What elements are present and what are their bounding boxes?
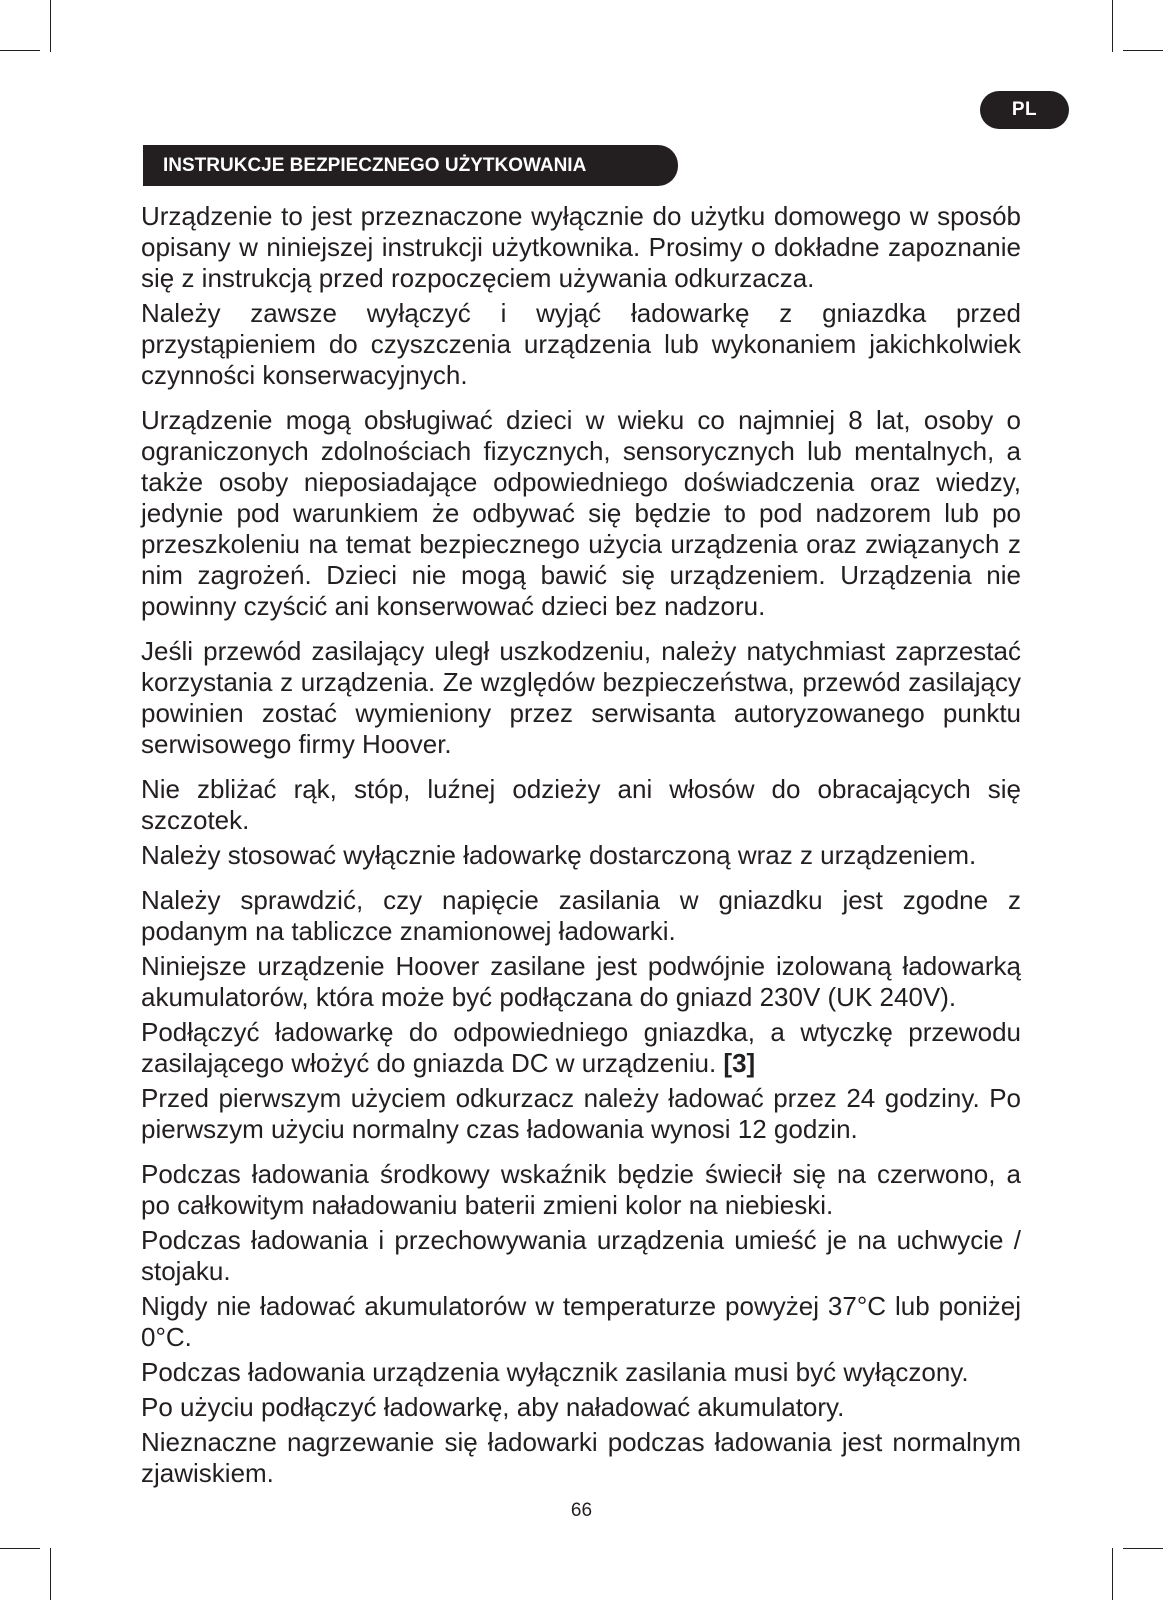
crop-mark-bottom-right xyxy=(1112,1548,1113,1600)
paragraph-damaged-cord: Jeśli przewód zasilający uległ uszkodzeniu, należy natychmiast zaprzestać korzystania z urządzenia. Ze względów bezpieczeństwa, przewód zasilający powinien zostać wymieniony przez serwisanta autoryzowanego punktu serwisowego firmy Hoover. xyxy=(141,636,1021,759)
paragraph-connect-charger xyxy=(141,1017,1021,1079)
crop-mark-top-left-h xyxy=(0,50,40,51)
language-badge: PL xyxy=(980,91,1069,129)
paragraph-charging-time: Przed pierwszym użyciem odkurzacz należy ładować przez 24 godziny. Po pierwszym użyciu normalny czas ładowania wynosi 12 godzin. xyxy=(141,1083,1021,1144)
crop-mark-bottom-left-h xyxy=(0,1548,40,1549)
paragraph-children-supervision: Urządzenie mogą obsługiwać dzieci w wieku co najmniej 8 lat, osoby o ograniczonych zdolnościach fizycznych, sensorycznych lub mentalnych, a także osoby nieposiadające odpowiedniego doświadczenia oraz wiedzy, jedynie pod warunkiem że odbywać się będzie to pod nadzorem lub po przeszkoleniu na temat bezpiecznego użycia urządzenia oraz związanych z nim zagrożeń. Dzieci nie mogą bawić się urządzeniem. Urządzenia nie powinny czyścić ani konserwować dzieci bez nadzoru. xyxy=(141,405,1021,621)
paragraph-connect-charger-text: Podłączyć ładowarkę do odpowiedniego gniazdka, a wtyczkę przewodu zasilającego włożyć do gniazda DC w urządzeniu. xyxy=(141,1017,1021,1078)
paragraph-unplug-before-cleaning: Należy zawsze wyłączyć i wyjąć ładowarkę z gniazdka przed przystąpieniem do czyszczenia urządzenia lub wykonaniem jakichkolwiek czynności konserwacyjnych. xyxy=(141,298,1021,390)
paragraph-check-voltage: Należy sprawdzić, czy napięcie zasilania w gniazdku jest zgodne z podanym na tabliczce znamionowej ładowarki. xyxy=(141,885,1021,946)
paragraph-temperature-limits: Nigdy nie ładować akumulatorów w temperaturze powyżej 37°C lub poniżej 0°C. xyxy=(141,1291,1021,1352)
crop-mark-bottom-left xyxy=(50,1548,51,1600)
figure-reference: [3] xyxy=(723,1048,756,1078)
crop-mark-top-left xyxy=(50,0,51,52)
paragraph-storage-holder: Podczas ładowania i przechowywania urządzenia umieść je na uchwycie / stojaku. xyxy=(141,1225,1021,1286)
paragraph-recharge-after-use: Po użyciu podłączyć ładowarkę, aby naładować akumulatory. xyxy=(141,1392,845,1422)
safety-instructions-body xyxy=(141,201,1021,1489)
paragraph-supplied-charger: Należy stosować wyłącznie ładowarkę dostarczoną wraz z urządzeniem. xyxy=(141,840,977,870)
page-number: 66 xyxy=(570,1500,593,1521)
crop-mark-top-right-h xyxy=(1123,50,1163,51)
paragraph-double-insulated: Niniejsze urządzenie Hoover zasilane jest podwójnie izolowaną ładowarką akumulatorów, która może być podłączana do gniazd 230V (UK 240V). xyxy=(141,951,1021,1012)
section-title: INSTRUKCJE BEZPIECZNEGO UŻYTKOWANIA xyxy=(143,145,678,186)
paragraph-power-switch-off: Podczas ładowania urządzenia wyłącznik zasilania musi być wyłączony. xyxy=(141,1357,969,1387)
crop-mark-top-right xyxy=(1112,0,1113,52)
crop-mark-bottom-right-h xyxy=(1123,1548,1163,1549)
paragraph-intended-use: Urządzenie to jest przeznaczone wyłącznie do użytku domowego w sposób opisany w niniejszej instrukcji użytkownika. Prosimy o dokładne zapoznanie się z instrukcją przed rozpoczęciem używania odkurzacza. xyxy=(141,201,1021,293)
paragraph-brushes-warning: Nie zbliżać rąk, stóp, luźnej odzieży ani włosów do obracających się szczotek. xyxy=(141,774,1021,835)
paragraph-charger-warming: Nieznaczne nagrzewanie się ładowarki podczas ładowania jest normalnym zjawiskiem. xyxy=(141,1427,1021,1488)
paragraph-charging-indicator: Podczas ładowania środkowy wskaźnik będzie świecił się na czerwono, a po całkowitym naładowaniu baterii zmieni kolor na niebieski. xyxy=(141,1159,1021,1220)
